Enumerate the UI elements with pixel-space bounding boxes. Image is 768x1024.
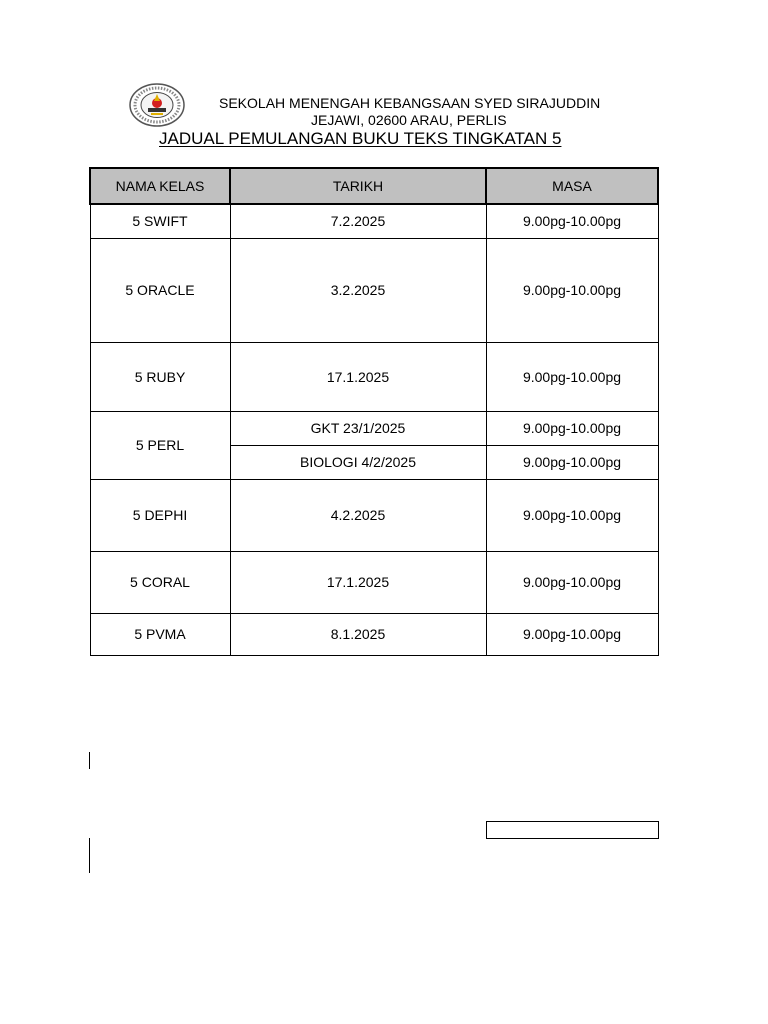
class-cell: 5 RUBY: [90, 342, 230, 411]
table-row: [90, 551, 658, 613]
time-cell: 9.00pg-10.00pg: [486, 204, 658, 238]
date-cell: 7.2.2025: [230, 204, 486, 238]
table-header-row: [90, 168, 658, 204]
class-cell: 5 PVMA: [90, 613, 230, 655]
class-cell: 5 CORAL: [90, 551, 230, 613]
school-crest-icon: [128, 82, 186, 128]
time-cell: 9.00pg-10.00pg: [486, 613, 658, 655]
table-row: [90, 238, 658, 342]
margin-line: [89, 838, 90, 873]
school-name: SEKOLAH MENENGAH KEBANGSAAN SYED SIRAJUDDIN: [219, 95, 601, 111]
return-schedule-table: [89, 167, 659, 656]
column-header-time: MASA: [486, 168, 658, 204]
table-row: [90, 613, 658, 655]
class-cell: 5 SWIFT: [90, 204, 230, 238]
table-row: [90, 204, 658, 238]
column-header-date: TARIKH: [230, 168, 486, 204]
date-cell: 4.2.2025: [230, 479, 486, 551]
time-cell: 9.00pg-10.00pg: [486, 479, 658, 551]
table-row: [90, 479, 658, 551]
class-cell: 5 PERL: [90, 411, 230, 479]
time-cell: 9.00pg-10.00pg: [486, 551, 658, 613]
time-cell: 9.00pg-10.00pg: [486, 445, 658, 479]
date-cell: BIOLOGI 4/2/2025: [230, 445, 486, 479]
empty-cell-box: [486, 821, 659, 839]
time-cell: 9.00pg-10.00pg: [486, 342, 658, 411]
school-address: JEJAWI, 02600 ARAU, PERLIS: [311, 112, 507, 128]
table-row: [90, 342, 658, 411]
date-cell: 8.1.2025: [230, 613, 486, 655]
date-cell: 17.1.2025: [230, 551, 486, 613]
column-header-class: NAMA KELAS: [90, 168, 230, 204]
class-cell: 5 DEPHI: [90, 479, 230, 551]
date-cell: 17.1.2025: [230, 342, 486, 411]
margin-line: [89, 752, 90, 769]
date-cell: 3.2.2025: [230, 238, 486, 342]
date-cell: GKT 23/1/2025: [230, 411, 486, 445]
time-cell: 9.00pg-10.00pg: [486, 411, 658, 445]
time-cell: 9.00pg-10.00pg: [486, 238, 658, 342]
page-title: JADUAL PEMULANGAN BUKU TEKS TINGKATAN 5: [159, 129, 562, 148]
class-cell: 5 ORACLE: [90, 238, 230, 342]
table-row: [90, 411, 658, 445]
